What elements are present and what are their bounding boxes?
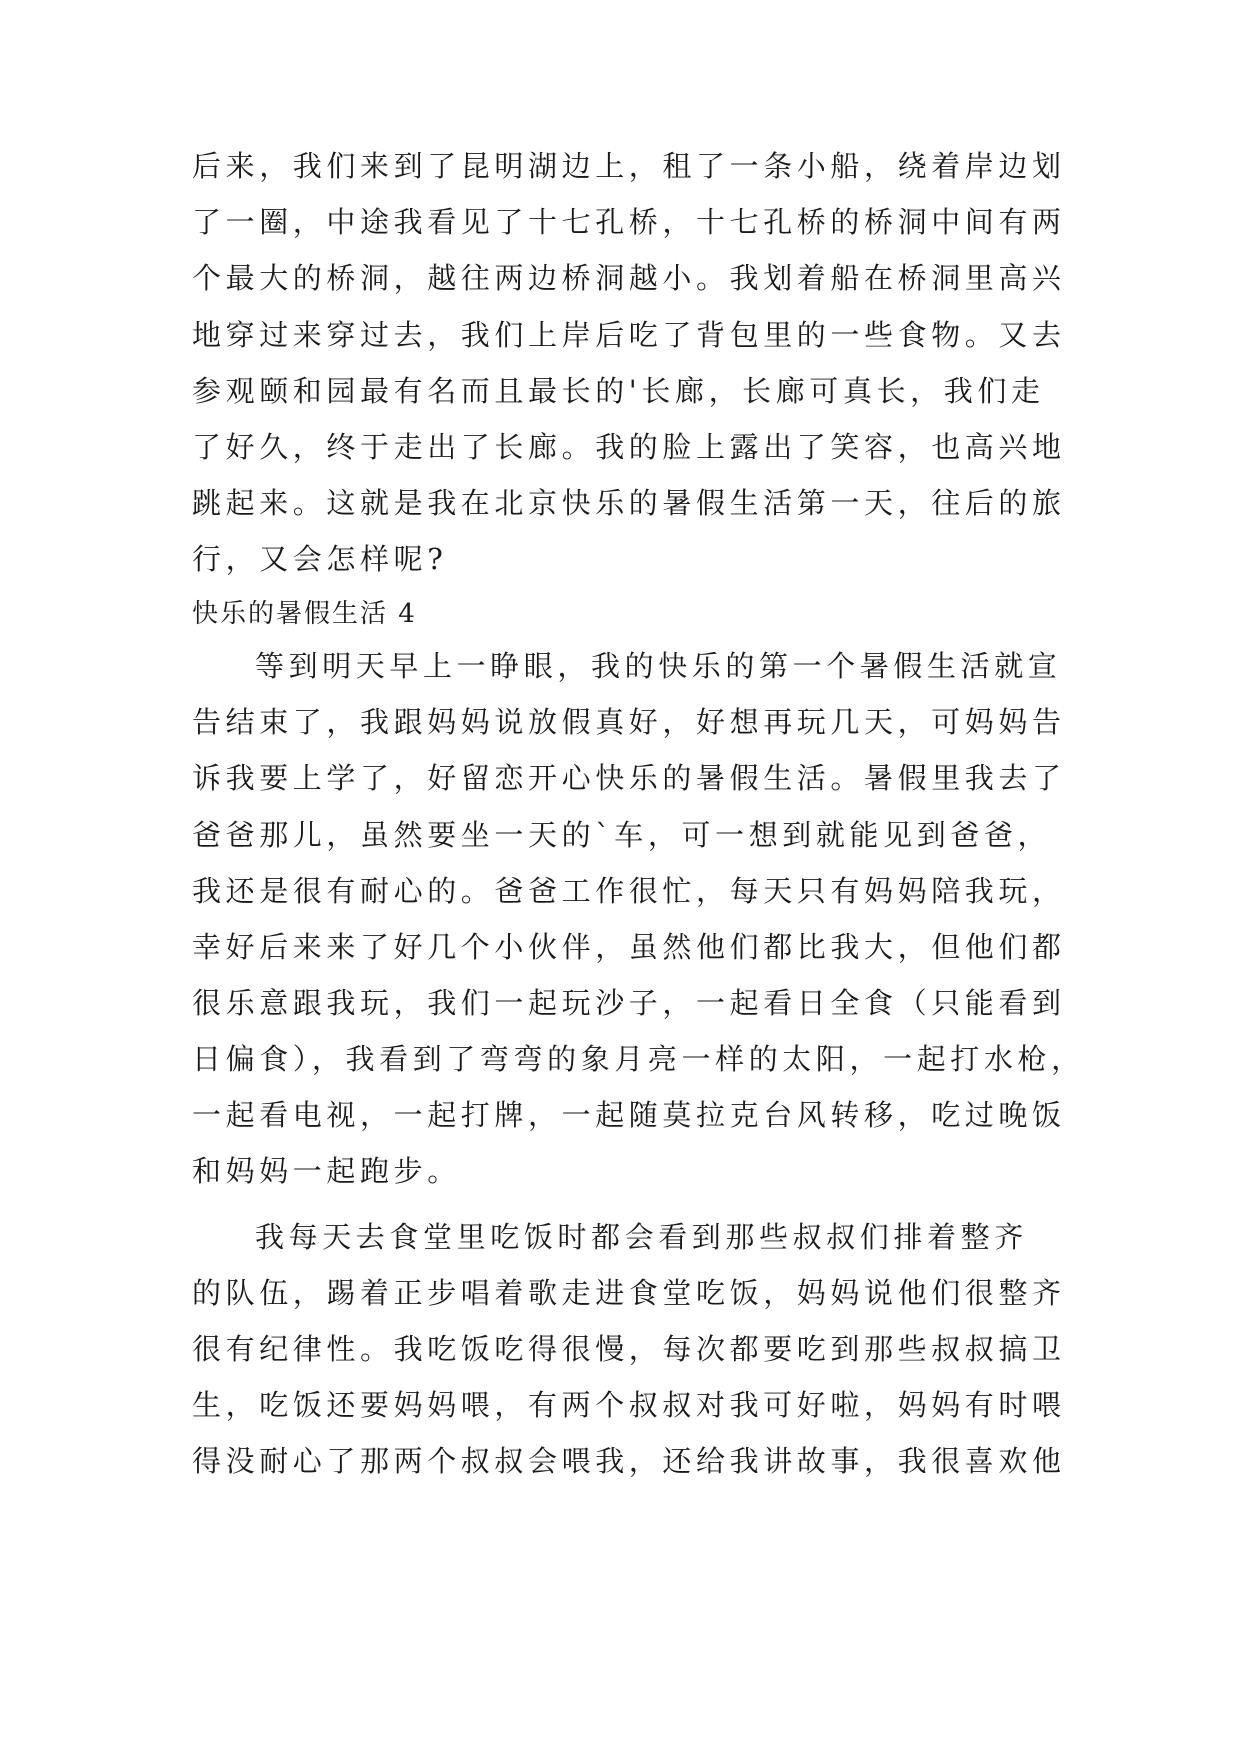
paragraph-line: 得没耐心了那两个叔叔会喂我，还给我讲故事，我很喜欢他: [192, 1444, 1066, 1478]
paragraph-line: 个最大的桥洞，越往两边桥洞越小。我划着船在桥洞里高兴: [192, 261, 1066, 295]
paragraph-line: 告结束了，我跟妈妈说放假真好，好想再玩几天，可妈妈告: [192, 705, 1066, 739]
paragraph-line: 的队伍，踢着正步唱着歌走进食堂吃饭，妈妈说他们很整齐: [192, 1276, 1066, 1310]
paragraph-line: 很有纪律性。我吃饭吃得很慢，每次都要吃到那些叔叔搞卫: [192, 1332, 1066, 1366]
paragraph-line: 等到明天早上一睁眼，我的快乐的第一个暑假生活就宣: [255, 649, 1062, 683]
paragraph-line: 很乐意跟我玩，我们一起玩沙子，一起看日全食（只能看到: [192, 986, 1066, 1020]
paragraph-line: 诉我要上学了，好留恋开心快乐的暑假生活。暑假里我去了: [192, 761, 1066, 795]
paragraph-line: 行，又会怎样呢?: [192, 542, 448, 576]
paragraph-line: 一起看电视，一起打牌，一起随莫拉克台风转移，吃过晚饭: [192, 1098, 1066, 1132]
paragraph-line: 幸好后来来了好几个小伙伴，虽然他们都比我大，但他们都: [192, 930, 1066, 964]
paragraph-line: 了好久，终于走出了长廊。我的脸上露出了笑容，也高兴地: [192, 430, 1066, 464]
paragraph-line: 后来，我们来到了昆明湖边上，租了一条小船，绕着岸边划: [192, 149, 1066, 183]
paragraph-line: 日偏食），我看到了弯弯的象月亮一样的太阳，一起打水枪，: [192, 1042, 1085, 1076]
paragraph-line: 了一圈，中途我看见了十七孔桥，十七孔桥的桥洞中间有两: [192, 205, 1066, 239]
section-heading: 快乐的暑假生活 4: [192, 599, 417, 629]
paragraph-line: 生，吃饭还要妈妈喂，有两个叔叔对我可好啦，妈妈有时喂: [192, 1388, 1066, 1422]
paragraph-line: 爸爸那儿，虽然要坐一天的`车，可一想到就能见到爸爸，: [192, 818, 1052, 852]
paragraph-line: 我每天去食堂里吃饭时都会看到那些叔叔们排着整齐: [255, 1220, 1028, 1254]
paragraph-line: 和妈妈一起跑步。: [192, 1154, 461, 1188]
paragraph-line: 我还是很有耐心的。爸爸工作很忙，每天只有妈妈陪我玩，: [192, 874, 1066, 908]
paragraph-line: 地穿过来穿过去，我们上岸后吃了背包里的一些食物。又去: [192, 318, 1066, 352]
paragraph-line: 参观颐和园最有名而且最长的'长廊，长廊可真长，我们走: [192, 374, 1045, 408]
paragraph-line: 跳起来。这就是我在北京快乐的暑假生活第一天，往后的旅: [192, 486, 1066, 520]
